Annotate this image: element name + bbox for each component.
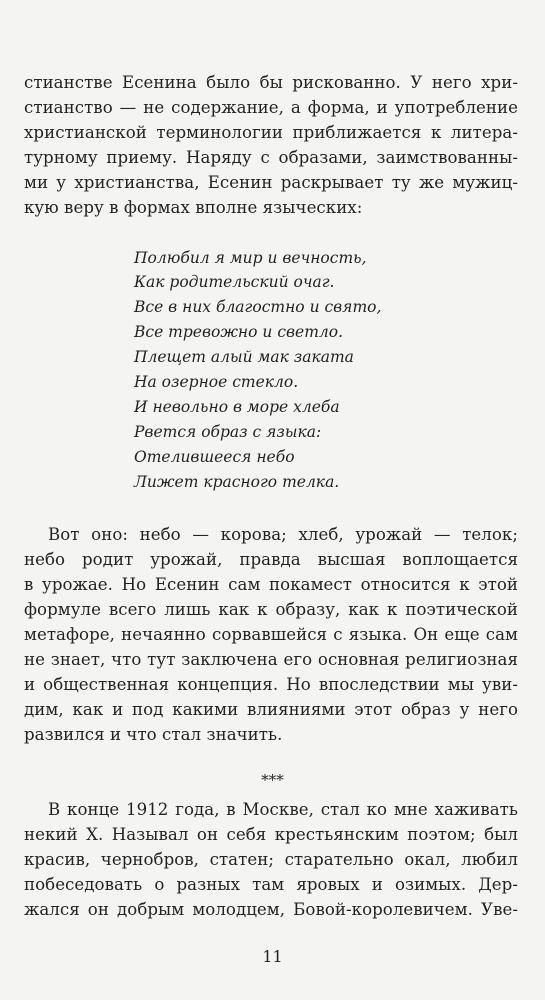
- text-line: некий X. Называл он себя крестьянским поэтом; был: [24, 825, 518, 844]
- text-line: дим, как и под какими влияниями этот образ у него: [24, 700, 518, 719]
- text-line: в урожае. Но Есенин сам покамест относится к этой: [24, 575, 518, 594]
- text-line: не знает, что тут заключена его основная религиозная: [24, 650, 518, 669]
- text-line: метафоре, нечаянно сорвавшейся с языка. Он еще сам: [24, 625, 518, 644]
- page-number: 11: [262, 947, 283, 966]
- poem-line: Все в них благостно и свято,: [134, 298, 382, 316]
- poem-line: И невольно в море хлеба: [134, 398, 340, 416]
- text-line: формуле всего лишь как к образу, как к поэтической: [24, 600, 518, 619]
- text-line: небо родит урожай, правда высшая воплощается: [24, 550, 518, 569]
- section-separator: ***: [261, 771, 284, 789]
- text-line: кую веру в формах вполне языческих:: [24, 198, 363, 217]
- poem-line: Отелившееся небо: [134, 448, 295, 466]
- poem-line: На озерное стекло.: [134, 373, 299, 391]
- poem-line: Лижет красного телка.: [134, 473, 340, 491]
- text-line: и общественная концепция. Но впоследствии мы уви-: [24, 675, 518, 694]
- text-line: турному приему. Наряду с образами, заимствованны-: [24, 148, 518, 167]
- text-line: В конце 1912 года, в Москве, стал ко мне хаживать: [48, 800, 518, 819]
- text-line: христианской терминологии приближается к литера-: [24, 123, 518, 142]
- text-line: ми у христианства, Есенин раскрывает ту же мужиц-: [24, 173, 518, 192]
- poem-line: Все тревожно и светло.: [134, 323, 344, 341]
- text-line: стианстве Есенина было бы рискованно. У него хри-: [24, 73, 518, 92]
- text-line: жался он добрым молодцем, Бовой-королевичем. Уве-: [24, 900, 518, 919]
- poem-line: Плещет алый мак заката: [134, 348, 354, 366]
- text-line: стианство — не содержание, а форма, и употребление: [24, 98, 518, 117]
- poem-line: Как родительский очаг.: [134, 273, 335, 291]
- poem-line: Полюбил я мир и вечность,: [134, 249, 367, 267]
- text-line: побеседовать о разных там яровых и озимых. Дер-: [24, 875, 518, 894]
- text-line: Вот оно: небо — корова; хлеб, урожай — телок;: [48, 525, 518, 544]
- poem-line: Рвется образ с языка:: [134, 423, 322, 441]
- text-line: развился и что стал значить.: [24, 725, 283, 744]
- text-line: красив, чернобров, статен; старательно окал, любил: [24, 850, 518, 869]
